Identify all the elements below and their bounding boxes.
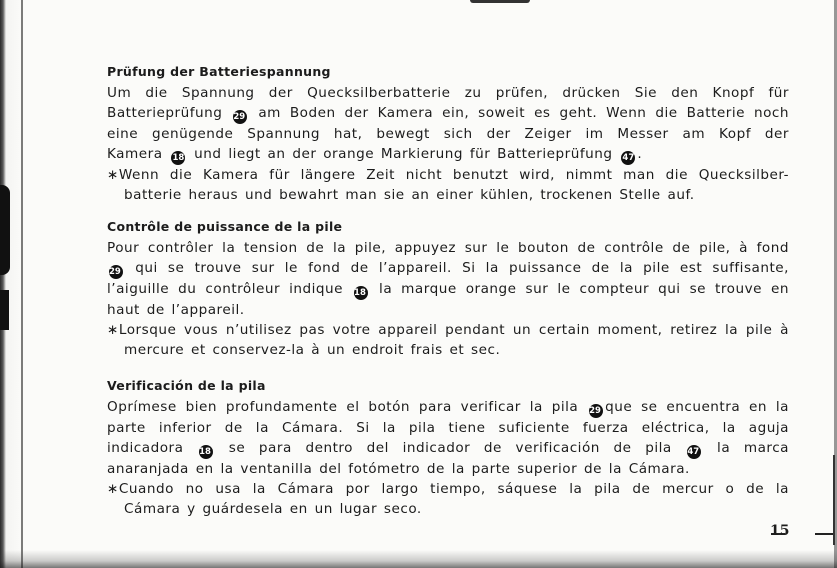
text-run: anaranjada en la ventanilla del fotómetro de la parte superior de la Cámara.	[107, 461, 690, 477]
text-run: .	[637, 146, 643, 162]
text-run: se para dentro del indicador de verificación de pila	[215, 440, 686, 456]
text-run: que se encuentra en la	[605, 399, 789, 415]
page-corner-line	[833, 455, 835, 545]
reference-number-icon: 18	[199, 445, 213, 459]
text-run: Batterieprüfung	[107, 105, 232, 121]
heading-spanish: Verificación de la pila	[107, 378, 266, 393]
text-line	[107, 144, 789, 165]
text-line	[107, 124, 789, 144]
page-number-dash-right	[815, 533, 833, 535]
text-line	[107, 459, 789, 479]
section-french	[107, 219, 789, 360]
margin-line	[21, 0, 23, 568]
section-spanish	[107, 378, 789, 519]
text-run: l’aiguille du contrôleur indique	[107, 281, 353, 297]
reference-number-icon: 29	[589, 404, 603, 418]
text-run: Oprímese bien profundamente el botón para verificar la pila	[107, 399, 588, 415]
top-smudge	[470, 0, 530, 3]
text-line	[107, 258, 789, 279]
reference-number-icon: 29	[233, 110, 247, 124]
note-line: Cámara y guárdesela en un lugar seco.	[124, 501, 422, 517]
page-number: 15	[770, 523, 790, 539]
text-run: la marque orange sur le compteur qui se trouve en	[370, 281, 790, 297]
heading-french: Contrôle de puissance de la pile	[107, 219, 343, 234]
text-run: haut de l’appareil.	[107, 302, 245, 318]
binding-shadow	[0, 185, 10, 275]
note-line: batterie heraus und bewahrt man sie an einer kühlen, trockenen Stelle auf.	[124, 187, 695, 203]
text-run: indicadora	[107, 440, 198, 456]
text-line	[107, 418, 789, 438]
text-line	[107, 300, 789, 320]
body-french	[107, 238, 789, 360]
reference-number-icon: 47	[622, 153, 635, 163]
reference-number-icon: 18	[172, 153, 185, 163]
text-run: und liegt an der orange Markierung für Batterieprüfung	[187, 146, 620, 162]
text-run: Pour contrôler la tension de la pile, appuyez sur le bouton de contrôle de pile, à fond	[107, 240, 789, 256]
text-line	[107, 83, 789, 103]
text-line	[107, 397, 789, 418]
text-run: parte inferior de la Cámara. Si la pila tiene suficiente fuerza eléctrica, la aguja	[107, 420, 789, 436]
body-german	[107, 83, 789, 205]
text-line	[107, 438, 789, 459]
note-line: ∗Wenn die Kamera für längere Zeit nicht benutzt wird, nimmt man die Quecksilber-	[107, 167, 789, 183]
heading-german: Prüfung der Batteriespannung	[107, 64, 331, 79]
page-binding-edge	[0, 0, 22, 568]
text-run: qui se trouve sur le fond de l’appareil. Si la puissance de la pile est suffisante,	[125, 260, 789, 276]
text-run: am Boden der Kamera ein, soweit es geht. Wenn die Batterie noch	[249, 105, 789, 121]
reference-number-icon: 47	[687, 445, 701, 459]
binding-shadow-lower	[0, 290, 9, 330]
text-line	[107, 238, 789, 258]
bottom-scan-shadow	[0, 550, 837, 568]
reference-number-icon: 18	[354, 286, 368, 300]
text-run: Um die Spannung der Quecksilberbatterie zu prüfen, drücken Sie den Knopf für	[107, 85, 789, 101]
note-line: mercure et conservez-la à un endroit frais et sec.	[124, 342, 501, 358]
body-spanish	[107, 397, 789, 519]
text-run: la marca	[703, 440, 789, 456]
text-line	[107, 279, 789, 300]
reference-number-icon: 29	[109, 265, 123, 279]
section-german	[107, 64, 789, 205]
note-line: ∗Cuando no usa la Cámara por largo tiempo, sáquese la pila de mercur o de la	[107, 481, 789, 497]
text-run: Kamera	[107, 146, 170, 162]
text-run: eine genügende Spannung hat, bewegt sich der Zeiger im Messer am Kopf der	[107, 126, 789, 142]
note-line: ∗Lorsque vous n’utilisez pas votre appareil pendant un certain moment, retirez la pile à	[107, 322, 789, 338]
text-line	[107, 103, 789, 124]
